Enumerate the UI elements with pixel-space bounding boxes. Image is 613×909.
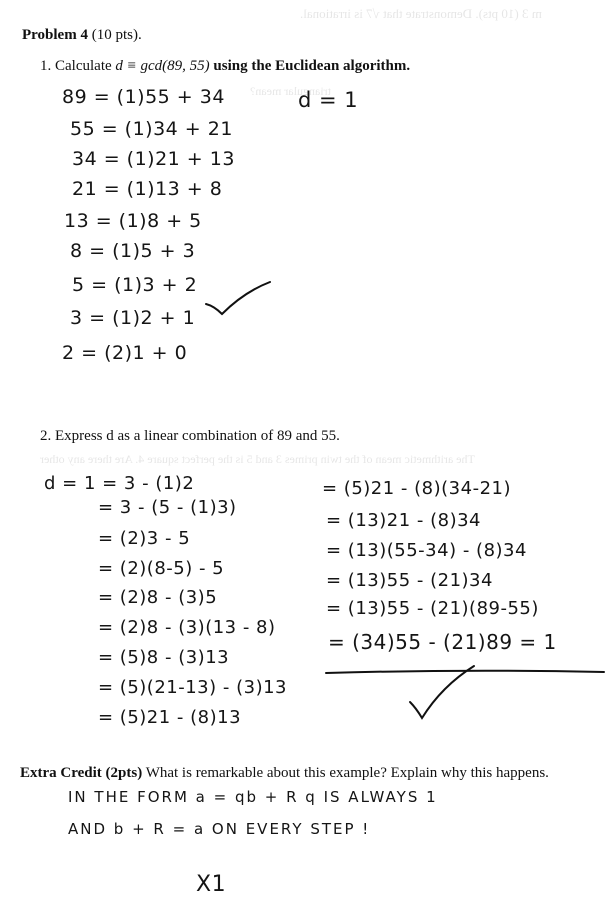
combo-right-2: = (13)21 - (8)34 — [326, 510, 481, 531]
question-1-prefix: Calculate — [55, 58, 112, 74]
combo-right-6: = (34)55 - (21)89 = 1 — [328, 630, 557, 654]
combo-right-4: = (13)55 - (21)34 — [326, 570, 493, 591]
result-underline — [326, 667, 606, 677]
combo-left-8: = (5)(21-13) - (3)13 — [98, 677, 287, 698]
combo-left-6: = (2)8 - (3)(13 - 8) — [98, 617, 276, 638]
combo-left-7: = (5)8 - (3)13 — [98, 647, 230, 668]
combo-right-1: = (5)21 - (8)(34-21) — [322, 478, 511, 499]
gcd-result: d = 1 — [298, 88, 359, 112]
step-7: 5 = (1)3 + 2 — [72, 274, 198, 296]
problem-points: (10 pts). — [91, 27, 142, 43]
step-1: 89 = (1)55 + 34 — [62, 86, 225, 108]
combo-left-4: = (2)(8-5) - 5 — [98, 558, 225, 579]
checkmark-1-icon — [204, 280, 274, 320]
step-3: 34 = (1)21 + 13 — [72, 148, 235, 170]
question-1-number: 1. — [40, 58, 52, 74]
combo-right-3: = (13)(55-34) - (8)34 — [326, 540, 527, 561]
combo-left-9: = (5)21 - (8)13 — [98, 707, 242, 728]
step-4: 21 = (1)13 + 8 — [72, 178, 223, 200]
bleed-through-line-1: m 3 (10 pts). Demonstrate that √7 is irrational. — [300, 6, 542, 21]
extra-credit-label: Extra Credit (2pts) — [20, 765, 143, 781]
extra-answer-line-2: AND b + R = a ON EVERY STEP ! — [68, 820, 371, 838]
step-5: 13 = (1)8 + 5 — [64, 210, 202, 232]
step-6: 8 = (1)5 + 3 — [70, 240, 196, 262]
extra-credit-score: X1 — [196, 872, 227, 897]
combo-left-5: = (2)8 - (3)5 — [98, 587, 218, 608]
question-1-suffix: using the Euclidean algorithm. — [213, 58, 411, 74]
step-8: 3 = (1)2 + 1 — [70, 307, 196, 329]
extra-credit-text: What is remarkable about this example? Explain why this happens. — [145, 765, 549, 781]
extra-answer-line-1: IN THE FORM a = qb + R q IS ALWAYS 1 — [68, 788, 438, 806]
step-9: 2 = (2)1 + 0 — [62, 342, 188, 364]
extra-credit-question — [20, 765, 549, 782]
problem-title: Problem 4 — [22, 27, 88, 43]
question-1 — [40, 58, 410, 75]
combo-left-1: d = 1 = 3 - (1)2 — [44, 473, 195, 494]
step-2: 55 = (1)34 + 21 — [70, 118, 233, 140]
problem-heading — [22, 27, 142, 44]
question-1-math: d ≡ gcd(89, 55) — [115, 58, 210, 74]
bleed-through-line-2: The arithmetic mean of the twin primes 3 and 5 is the perfect square 4. Are there any other — [40, 452, 475, 466]
bleed-through-line-3: triangular mean? — [250, 84, 331, 98]
combo-right-5: = (13)55 - (21)(89-55) — [326, 598, 539, 619]
question-2: 2. Express d as a linear combination of 89 and 55. — [40, 428, 340, 444]
combo-left-3: = (2)3 - 5 — [98, 528, 191, 549]
combo-left-2: = 3 - (5 - (1)3) — [98, 497, 237, 518]
